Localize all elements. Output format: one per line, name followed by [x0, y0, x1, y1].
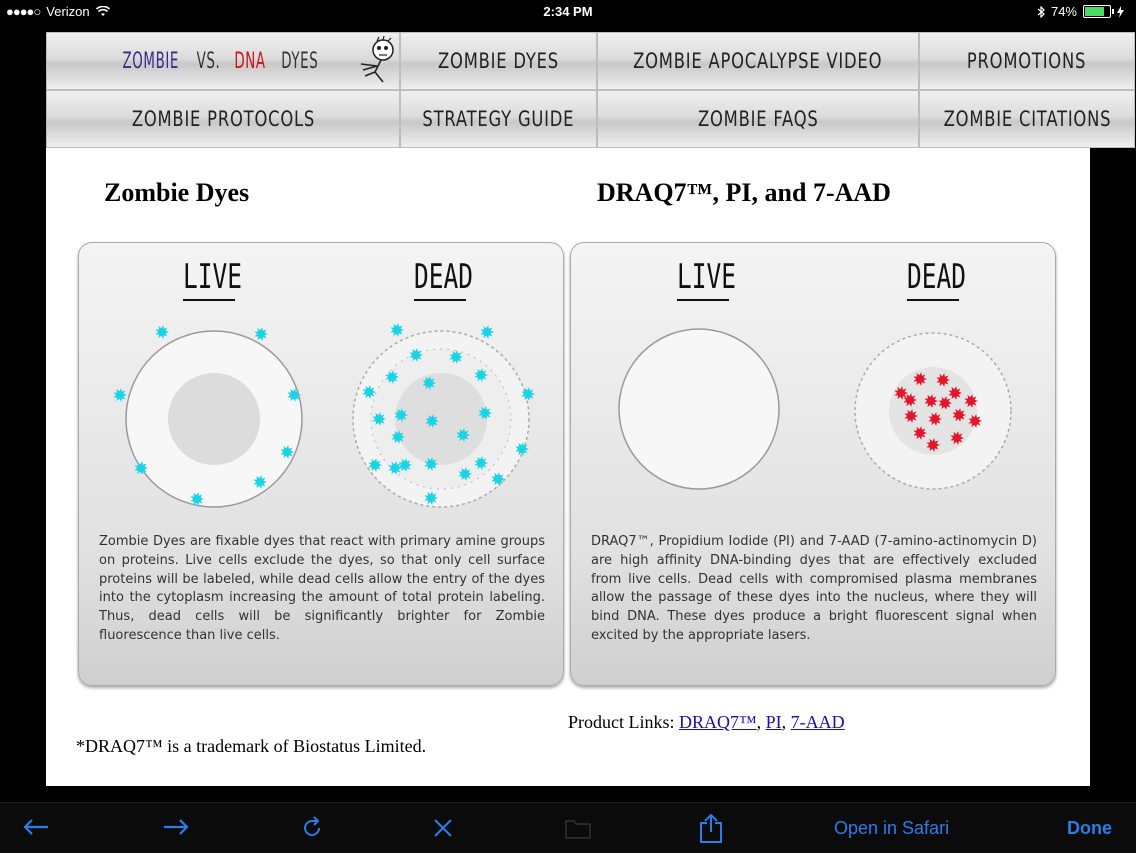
web-page	[46, 32, 1111, 786]
dead-label: DEAD	[907, 257, 989, 297]
reload-icon[interactable]	[300, 816, 324, 840]
dye-molecule	[155, 325, 169, 339]
close-icon[interactable]	[432, 817, 454, 839]
dna-dye-cell-illustration	[571, 243, 1055, 533]
nav-tab-zombie-faqs[interactable]: ZOMBIE FAQS	[597, 90, 918, 148]
battery-icon	[1083, 5, 1111, 18]
battery-percent: 74%	[1050, 4, 1077, 19]
carrier-name: Verizon	[46, 4, 90, 19]
draq7-description: DRAQ7™, Propidium Iodide (PI) and 7-AAD (7-amino-actinomycin D) are high affinity DNA-binding dyes that are effectively excluded from live cells. Dead cells with compromised plasma membranes allow the passage of these dyes into the nucleus, where they will bind DNA. These dyes produce a bright fluorescent signal when excited by the appropriate lasers.	[591, 534, 1037, 643]
dead-label: DEAD	[414, 257, 496, 297]
7-aad-link[interactable]: 7-AAD	[790, 712, 845, 732]
draq7-link[interactable]: DRAQ7™	[679, 712, 757, 732]
forward-arrow-icon[interactable]	[162, 817, 190, 837]
nav-tab-zombie-dyes[interactable]: ZOMBIE DYES	[400, 32, 597, 90]
nav-tab-zombie-protocols[interactable]: ZOMBIE PROTOCOLS	[46, 90, 400, 148]
bottom-toolbar	[0, 802, 1136, 853]
dye-molecule	[254, 327, 268, 341]
trademark-footnote: *DRAQ7™ is a trademark of Biostatus Limited.	[76, 736, 427, 756]
live-cell	[619, 329, 779, 489]
zombie-cell-illustration	[79, 243, 563, 533]
live-label: LIVE	[677, 257, 759, 297]
nav-logo-zombie-vs-dna-dyes[interactable]: ZOMBIE VS. DNA DYES	[46, 32, 400, 90]
charging-icon	[1117, 6, 1124, 18]
dead-cell	[855, 333, 1011, 489]
back-arrow-icon[interactable]	[22, 817, 50, 837]
dye-molecule	[113, 388, 127, 402]
dye-molecule	[480, 325, 494, 339]
zombie-mascot-icon	[353, 36, 399, 86]
open-in-safari-button[interactable]: Open in Safari	[834, 818, 950, 838]
dye-molecule	[390, 323, 404, 337]
signal-strength-icon: ●●●●○	[6, 4, 41, 19]
draq7-heading: DRAQ7™, PI, and 7-AAD	[597, 178, 891, 207]
done-button[interactable]: Done	[1067, 818, 1112, 838]
live-cell	[126, 331, 302, 507]
nav-tab-zombie-apocalypse-video[interactable]: ZOMBIE APOCALYPSE VIDEO	[597, 32, 918, 90]
bluetooth-icon	[1037, 6, 1045, 18]
site-navigation	[46, 32, 1111, 148]
nav-tab-zombie-citations[interactable]: ZOMBIE CITATIONS	[919, 90, 1136, 148]
zombie-dyes-heading: Zombie Dyes	[104, 178, 250, 207]
product-links: Product Links: DRAQ7™, PI, 7-AAD	[568, 712, 845, 732]
clock: 2:34 PM	[543, 4, 593, 19]
live-label: LIVE	[183, 257, 265, 297]
status-bar	[0, 0, 1136, 24]
zombie-dyes-description: Zombie Dyes are fixable dyes that react with primary amine groups on proteins. Live cells exclude the dyes, so that only cell surface proteins will be labeled, while dead cells allow the entry of the dyes into the cytoplasm increasing the amount of total protein labeling. Thus, dead cells will be significantly brighter for Zombie fluorescence than live cells.	[99, 534, 545, 643]
nav-tab-strategy-guide[interactable]: STRATEGY GUIDE	[400, 90, 597, 148]
nav-tab-promotions[interactable]: PROMOTIONS	[919, 32, 1136, 90]
draq7-panel	[570, 242, 1056, 686]
zombie-dyes-panel	[78, 242, 564, 686]
share-icon[interactable]	[699, 813, 723, 843]
pi-link[interactable]: PI	[765, 712, 782, 732]
folder-icon	[565, 817, 591, 839]
